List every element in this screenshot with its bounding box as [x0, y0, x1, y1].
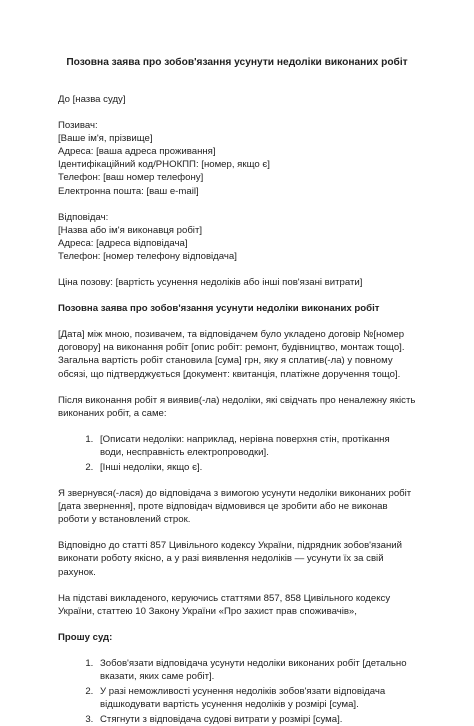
defendant-heading: Відповідач:	[58, 211, 109, 223]
plaintiff-tax-id: Ідентифікаційний код/РНОКПП: [номер, якщо є]	[58, 159, 270, 171]
section-title: Позовна заява про зобов'язання усунути недоліки виконаних робіт	[58, 303, 380, 315]
defendant-name: [Назва або ім'я виконавця робіт]	[58, 224, 202, 236]
defect-item: 1. [Описати недоліки: наприклад, нерівна поверхня стін, протікання води, несправність електропроводки].	[96, 433, 416, 459]
defect-item: 2. [Інші недоліки, якщо є].	[96, 461, 416, 474]
paragraph-defects-intro: Після виконання робіт я виявив(-ла) недоліки, які свідчать про неналежну якість виконаних робіт, а саме:	[58, 394, 416, 419]
plaintiff-block	[58, 119, 416, 198]
document-title: Позовна заява про зобов'язання усунути недоліки виконаних робіт	[66, 57, 408, 68]
request-heading: Прошу суд:	[58, 631, 113, 643]
request-item: 3. Стягнути з відповідача судові витрати у розмірі [сума].	[96, 713, 416, 726]
claim-price: Ціна позову: [вартість усунення недоліків або інші пов'язані витрати]	[58, 277, 363, 289]
request-item: 1. Зобов'язати відповідача усунути недоліки виконаних робіт [детально вказати, яких саме робіт].	[96, 657, 416, 683]
plaintiff-name: [Ваше ім'я, прізвище]	[58, 133, 153, 145]
paragraph-law: Відповідно до статті 857 Цивільного кодексу України, підрядник зобов'язаний виконати роботу якісно, а у разі виявлення недоліків — усунути їх за свій рахунок.	[58, 540, 402, 578]
defendant-address: Адреса: [адреса відповідача]	[58, 237, 188, 249]
requests-list	[58, 657, 416, 726]
paragraph-contract: [Дата] між мною, позивачем, та відповідачем було укладено договір №[номер договору] на виконання робіт [опис робіт: ремонт, будівництво, монтаж тощо]. Загальна вартість робіт становила [сума] грн, яку я сплатив(-ла) у повному обсязі, що підтверджується [документ: квитанція, платіжне доручення тощо].	[58, 329, 405, 380]
plaintiff-phone: Телефон: [ваш номер телефону]	[58, 172, 204, 184]
paragraph-appeal: Я звернувся(-лася) до відповідача з вимогою усунути недоліки виконаних робіт [дата звернення], проте відповідач відмовився це зробити або не виконав роботи у встановлений строк.	[58, 488, 412, 526]
court-line: До [назва суду]	[58, 94, 126, 105]
defendant-phone: Телефон: [номер телефону відповідача]	[58, 250, 237, 262]
defects-list	[58, 433, 416, 474]
defendant-block	[58, 211, 416, 263]
paragraph-basis: На підставі викладеного, керуючись статтями 857, 858 Цивільного кодексу України, статтею 10 Закону України «Про захист прав споживачів»,	[58, 592, 391, 617]
plaintiff-email: Електронна пошта: [ваш e-mail]	[58, 185, 199, 197]
plaintiff-address: Адреса: [ваша адреса проживання]	[58, 146, 216, 158]
plaintiff-heading: Позивач:	[58, 120, 98, 132]
request-item: 2. У разі неможливості усунення недоліків зобов'язати відповідача відшкодувати вартість усунення недоліків у розмірі [сума].	[96, 685, 416, 711]
